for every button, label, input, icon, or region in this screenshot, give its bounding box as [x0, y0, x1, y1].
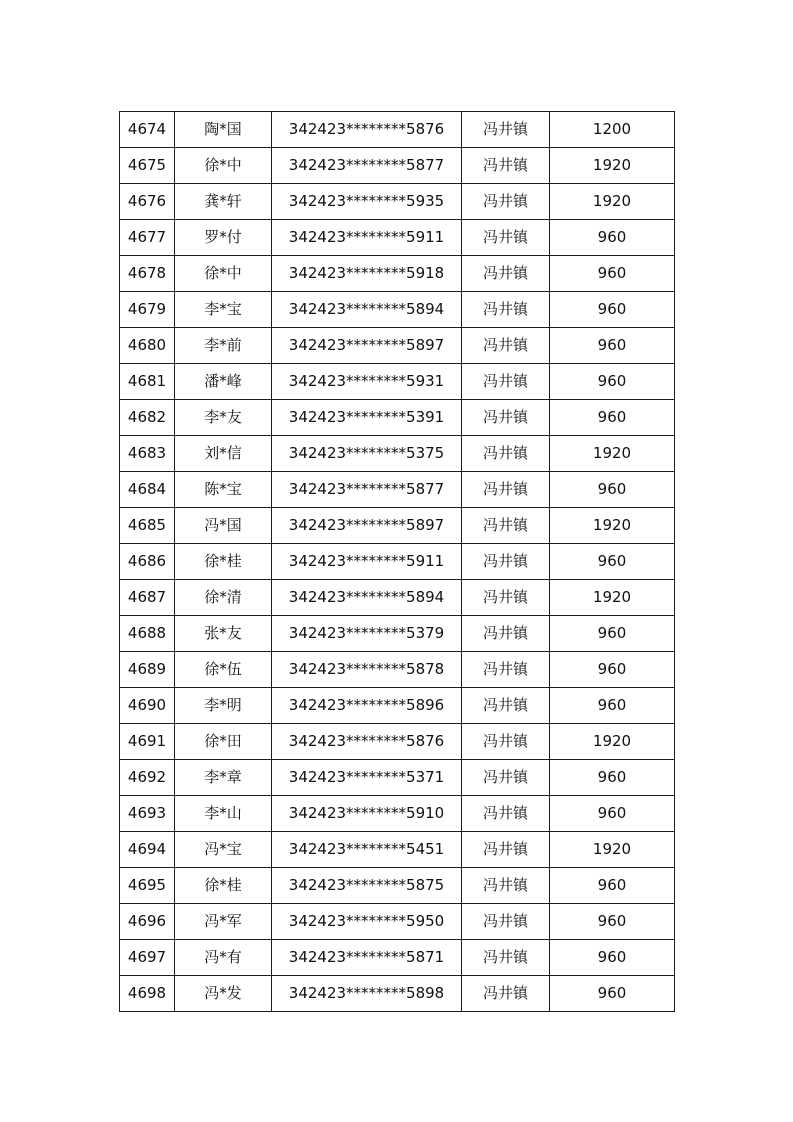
name-cell: 徐*田	[175, 724, 272, 760]
row-number-cell: 4694	[120, 832, 175, 868]
row-number-cell: 4698	[120, 976, 175, 1012]
table-row	[120, 508, 675, 544]
table-row	[120, 796, 675, 832]
table-row	[120, 364, 675, 400]
town-cell: 冯井镇	[462, 184, 550, 220]
amount-cell: 960	[550, 364, 675, 400]
name-cell: 冯*宝	[175, 832, 272, 868]
table-row	[120, 688, 675, 724]
town-cell: 冯井镇	[462, 616, 550, 652]
table-row	[120, 328, 675, 364]
amount-cell: 1920	[550, 184, 675, 220]
name-cell: 陶*国	[175, 112, 272, 148]
name-cell: 龚*轩	[175, 184, 272, 220]
id-number-cell: 342423********5931	[272, 364, 462, 400]
id-number-cell: 342423********5371	[272, 760, 462, 796]
table-row	[120, 544, 675, 580]
row-number-cell: 4680	[120, 328, 175, 364]
name-cell: 徐*桂	[175, 868, 272, 904]
id-number-cell: 342423********5375	[272, 436, 462, 472]
amount-cell: 1920	[550, 508, 675, 544]
amount-cell: 960	[550, 616, 675, 652]
id-number-cell: 342423********5878	[272, 652, 462, 688]
table-row	[120, 724, 675, 760]
id-number-cell: 342423********5876	[272, 724, 462, 760]
amount-cell: 1920	[550, 832, 675, 868]
name-cell: 徐*清	[175, 580, 272, 616]
amount-cell: 960	[550, 328, 675, 364]
row-number-cell: 4677	[120, 220, 175, 256]
row-number-cell: 4688	[120, 616, 175, 652]
id-number-cell: 342423********5871	[272, 940, 462, 976]
name-cell: 罗*付	[175, 220, 272, 256]
name-cell: 李*章	[175, 760, 272, 796]
row-number-cell: 4687	[120, 580, 175, 616]
id-number-cell: 342423********5894	[272, 292, 462, 328]
row-number-cell: 4689	[120, 652, 175, 688]
town-cell: 冯井镇	[462, 580, 550, 616]
town-cell: 冯井镇	[462, 508, 550, 544]
row-number-cell: 4684	[120, 472, 175, 508]
name-cell: 徐*中	[175, 148, 272, 184]
town-cell: 冯井镇	[462, 652, 550, 688]
row-number-cell: 4683	[120, 436, 175, 472]
town-cell: 冯井镇	[462, 364, 550, 400]
town-cell: 冯井镇	[462, 544, 550, 580]
table-row	[120, 940, 675, 976]
amount-cell: 960	[550, 292, 675, 328]
amount-cell: 960	[550, 940, 675, 976]
town-cell: 冯井镇	[462, 724, 550, 760]
table-row	[120, 580, 675, 616]
name-cell: 李*明	[175, 688, 272, 724]
row-number-cell: 4697	[120, 940, 175, 976]
amount-cell: 960	[550, 796, 675, 832]
table-row	[120, 400, 675, 436]
town-cell: 冯井镇	[462, 328, 550, 364]
amount-cell: 960	[550, 472, 675, 508]
town-cell: 冯井镇	[462, 688, 550, 724]
row-number-cell: 4676	[120, 184, 175, 220]
table-row	[120, 220, 675, 256]
amount-cell: 960	[550, 652, 675, 688]
row-number-cell: 4692	[120, 760, 175, 796]
name-cell: 徐*伍	[175, 652, 272, 688]
id-number-cell: 342423********5894	[272, 580, 462, 616]
id-number-cell: 342423********5898	[272, 976, 462, 1012]
town-cell: 冯井镇	[462, 832, 550, 868]
name-cell: 陈*宝	[175, 472, 272, 508]
id-number-cell: 342423********5910	[272, 796, 462, 832]
row-number-cell: 4690	[120, 688, 175, 724]
table-row	[120, 292, 675, 328]
amount-cell: 1920	[550, 580, 675, 616]
town-cell: 冯井镇	[462, 472, 550, 508]
amount-cell: 960	[550, 868, 675, 904]
name-cell: 李*宝	[175, 292, 272, 328]
id-number-cell: 342423********5876	[272, 112, 462, 148]
town-cell: 冯井镇	[462, 760, 550, 796]
table-row	[120, 256, 675, 292]
table-row	[120, 652, 675, 688]
amount-cell: 1920	[550, 436, 675, 472]
amount-cell: 1920	[550, 724, 675, 760]
row-number-cell: 4674	[120, 112, 175, 148]
row-number-cell: 4685	[120, 508, 175, 544]
town-cell: 冯井镇	[462, 868, 550, 904]
name-cell: 徐*中	[175, 256, 272, 292]
name-cell: 潘*峰	[175, 364, 272, 400]
table-row	[120, 112, 675, 148]
row-number-cell: 4686	[120, 544, 175, 580]
id-number-cell: 342423********5379	[272, 616, 462, 652]
id-number-cell: 342423********5875	[272, 868, 462, 904]
amount-cell: 1920	[550, 148, 675, 184]
row-number-cell: 4693	[120, 796, 175, 832]
town-cell: 冯井镇	[462, 940, 550, 976]
table-row	[120, 904, 675, 940]
table-row	[120, 976, 675, 1012]
table-row	[120, 832, 675, 868]
name-cell: 冯*有	[175, 940, 272, 976]
table-row	[120, 472, 675, 508]
id-number-cell: 342423********5451	[272, 832, 462, 868]
row-number-cell: 4695	[120, 868, 175, 904]
name-cell: 刘*信	[175, 436, 272, 472]
table-row	[120, 760, 675, 796]
town-cell: 冯井镇	[462, 436, 550, 472]
row-number-cell: 4682	[120, 400, 175, 436]
amount-cell: 960	[550, 220, 675, 256]
amount-cell: 1200	[550, 112, 675, 148]
town-cell: 冯井镇	[462, 400, 550, 436]
table-row	[120, 616, 675, 652]
row-number-cell: 4675	[120, 148, 175, 184]
town-cell: 冯井镇	[462, 220, 550, 256]
table-row	[120, 148, 675, 184]
id-number-cell: 342423********5391	[272, 400, 462, 436]
id-number-cell: 342423********5935	[272, 184, 462, 220]
roster-table	[119, 111, 675, 1012]
name-cell: 李*山	[175, 796, 272, 832]
id-number-cell: 342423********5911	[272, 544, 462, 580]
town-cell: 冯井镇	[462, 796, 550, 832]
id-number-cell: 342423********5950	[272, 904, 462, 940]
name-cell: 冯*国	[175, 508, 272, 544]
id-number-cell: 342423********5897	[272, 508, 462, 544]
table-row	[120, 184, 675, 220]
row-number-cell: 4696	[120, 904, 175, 940]
town-cell: 冯井镇	[462, 112, 550, 148]
id-number-cell: 342423********5896	[272, 688, 462, 724]
id-number-cell: 342423********5877	[272, 472, 462, 508]
amount-cell: 960	[550, 256, 675, 292]
id-number-cell: 342423********5918	[272, 256, 462, 292]
row-number-cell: 4679	[120, 292, 175, 328]
town-cell: 冯井镇	[462, 976, 550, 1012]
row-number-cell: 4681	[120, 364, 175, 400]
amount-cell: 960	[550, 904, 675, 940]
row-number-cell: 4678	[120, 256, 175, 292]
town-cell: 冯井镇	[462, 256, 550, 292]
name-cell: 李*前	[175, 328, 272, 364]
name-cell: 张*友	[175, 616, 272, 652]
name-cell: 冯*军	[175, 904, 272, 940]
amount-cell: 960	[550, 760, 675, 796]
row-number-cell: 4691	[120, 724, 175, 760]
amount-cell: 960	[550, 400, 675, 436]
roster-table-body	[120, 112, 675, 1012]
id-number-cell: 342423********5877	[272, 148, 462, 184]
amount-cell: 960	[550, 688, 675, 724]
id-number-cell: 342423********5897	[272, 328, 462, 364]
amount-cell: 960	[550, 544, 675, 580]
name-cell: 李*友	[175, 400, 272, 436]
town-cell: 冯井镇	[462, 292, 550, 328]
amount-cell: 960	[550, 976, 675, 1012]
name-cell: 冯*发	[175, 976, 272, 1012]
town-cell: 冯井镇	[462, 148, 550, 184]
table-row	[120, 436, 675, 472]
id-number-cell: 342423********5911	[272, 220, 462, 256]
name-cell: 徐*桂	[175, 544, 272, 580]
table-row	[120, 868, 675, 904]
town-cell: 冯井镇	[462, 904, 550, 940]
